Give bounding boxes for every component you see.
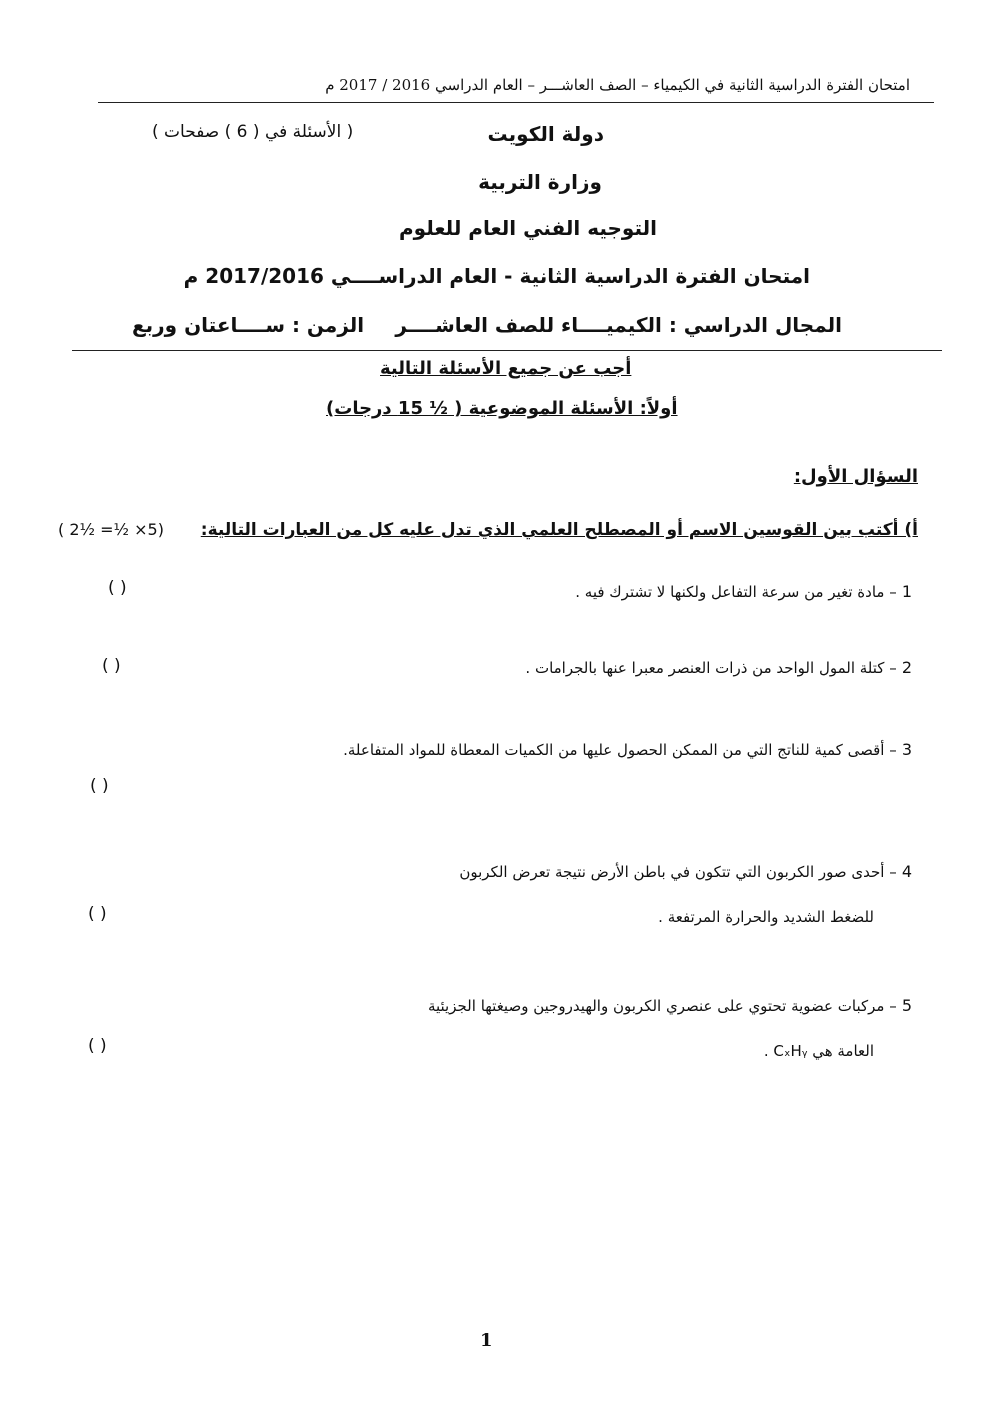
part-a-marks: ( 2½ =½ ×5)	[58, 520, 164, 539]
item-number: 1	[901, 582, 912, 601]
directorate-name: التوجيه الفني العام للعلوم	[399, 216, 657, 240]
field-line: المجال الدراسي : الكيميــــاء للصف العاشــــر	[395, 313, 842, 337]
title-divider	[72, 350, 942, 351]
answer-field-4[interactable]: ( )	[88, 904, 107, 924]
part-a-instruction: أ) أكتب بين القوسين الاسم أو المصطلح العلمي الذي تدل عليه كل من العبارات التالية:	[200, 520, 918, 540]
instruction: أجب عن جميع الأسئلة التالية	[380, 358, 632, 379]
exam-title: امتحان الفترة الدراسية الثانية - العام الدراســــي 2017/2016 م	[183, 264, 810, 288]
list-item-5	[428, 996, 912, 1015]
item-text: – مركبات عضوية تحتوي على عنصري الكربون والهيدروجين وصيغتها الجزيئية	[427, 997, 897, 1015]
list-item-5-continuation: العامة هي CₓHᵧ .	[763, 1042, 874, 1060]
item-number: 2	[901, 658, 912, 677]
time-line: الزمن : ســــاعتان وربع	[132, 313, 365, 337]
item-text: – أحدى صور الكربون التي تتكون في باطن الأرض نتيجة تعرض الكربون	[459, 863, 897, 881]
list-item-1	[575, 582, 912, 601]
item-number: 4	[901, 862, 912, 881]
state-name: دولة الكويت	[487, 122, 604, 146]
item-text: – كتلة المول الواحد من ذرات العنصر معبرا عنها بالجرامات .	[525, 659, 897, 677]
answer-field-3[interactable]: ( )	[90, 776, 109, 796]
list-item-4	[459, 862, 912, 881]
answer-field-2[interactable]: ( )	[102, 656, 121, 676]
list-item-4-continuation: للضغط الشديد والحرارة المرتفعة .	[658, 908, 874, 926]
exam-header-line: امتحان الفترة الدراسية الثانية في الكيمياء – الصف العاشـــر – العام الدراسي 2016 / 2017 م	[325, 76, 910, 94]
header-divider	[98, 102, 934, 103]
item-number: 5	[901, 996, 912, 1015]
page-number: 1	[480, 1330, 493, 1351]
section-title: أولاً: الأسئلة الموضوعية ( ½ 15 درجات)	[326, 398, 678, 419]
item-text: – أقصى كمية للناتج التي من الممكن الحصول عليها من الكميات المعطاة للمواد المتفاعلة.	[343, 741, 897, 759]
pages-note: ( الأسئلة في ( 6 ) صفحات )	[152, 122, 354, 142]
answer-field-1[interactable]: ( )	[108, 578, 127, 598]
item-text: – مادة تغير من سرعة التفاعل ولكنها لا تشترك فيه .	[575, 583, 897, 601]
list-item-3	[343, 740, 912, 759]
list-item-2	[525, 658, 912, 677]
item-number: 3	[901, 740, 912, 759]
ministry-name: وزارة التربية	[478, 170, 602, 194]
answer-field-5[interactable]: ( )	[88, 1036, 107, 1056]
question-label: السؤال الأول:	[793, 466, 918, 487]
